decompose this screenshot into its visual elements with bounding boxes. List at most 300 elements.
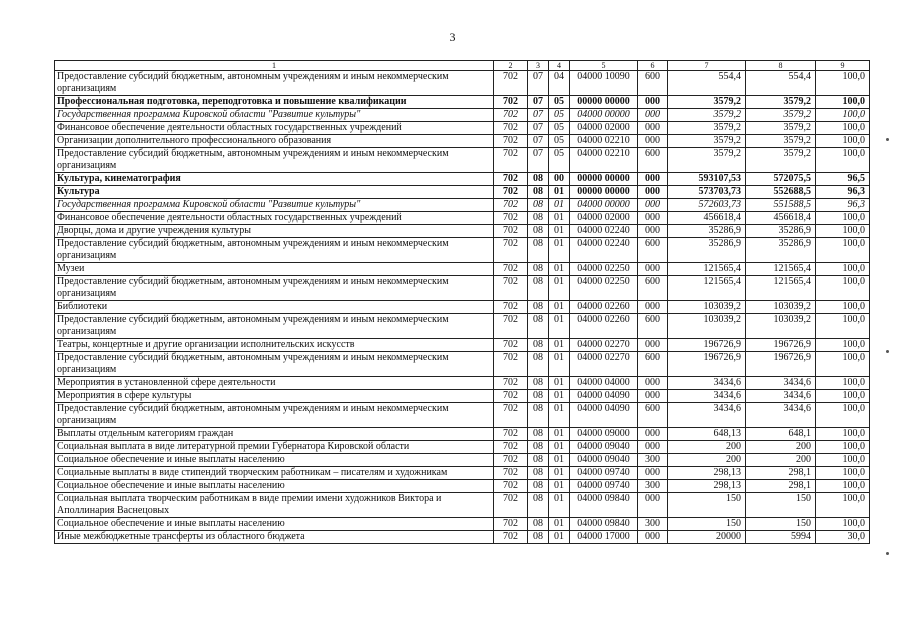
expense-type-cell: 000 xyxy=(638,212,668,225)
row-name-cell: Предоставление субсидий бюджетным, автономным учреждениям и иным некоммерческим организациям xyxy=(55,314,494,339)
table-row xyxy=(55,428,870,441)
expense-type-cell: 300 xyxy=(638,454,668,467)
executed-amount-cell: 3579,2 xyxy=(746,135,816,148)
expense-type-cell: 000 xyxy=(638,96,668,109)
code-cell: 702 xyxy=(494,403,528,428)
subsection-cell: 05 xyxy=(549,135,570,148)
percent-cell: 100,0 xyxy=(816,301,870,314)
section-cell: 08 xyxy=(528,238,549,263)
row-name-cell: Социальное обеспечение и иные выплаты населению xyxy=(55,480,494,493)
planned-amount-cell: 196726,9 xyxy=(668,352,746,377)
expense-type-cell: 300 xyxy=(638,518,668,531)
planned-amount-cell: 3579,2 xyxy=(668,148,746,173)
percent-cell: 100,0 xyxy=(816,454,870,467)
row-name-cell: Музеи xyxy=(55,263,494,276)
table-row xyxy=(55,531,870,544)
code-cell: 702 xyxy=(494,135,528,148)
expense-type-cell: 000 xyxy=(638,377,668,390)
executed-amount-cell: 200 xyxy=(746,441,816,454)
code-cell: 702 xyxy=(494,493,528,518)
expense-type-cell: 300 xyxy=(638,480,668,493)
planned-amount-cell: 150 xyxy=(668,493,746,518)
planned-amount-cell: 121565,4 xyxy=(668,276,746,301)
percent-cell: 100,0 xyxy=(816,314,870,339)
subsection-cell: 01 xyxy=(549,390,570,403)
section-cell: 08 xyxy=(528,173,549,186)
planned-amount-cell: 593107,53 xyxy=(668,173,746,186)
column-header: 9 xyxy=(816,61,870,71)
row-name-cell: Государственная программа Кировской области "Развитие культуры" xyxy=(55,109,494,122)
code-cell: 702 xyxy=(494,467,528,480)
code-cell: 702 xyxy=(494,173,528,186)
target-article-cell: 04000 02270 xyxy=(570,339,638,352)
planned-amount-cell: 150 xyxy=(668,518,746,531)
table-row xyxy=(55,441,870,454)
percent-cell: 100,0 xyxy=(816,71,870,96)
scan-speck xyxy=(886,552,889,555)
table-row xyxy=(55,71,870,96)
table-row xyxy=(55,173,870,186)
percent-cell: 100,0 xyxy=(816,122,870,135)
executed-amount-cell: 554,4 xyxy=(746,71,816,96)
subsection-cell: 01 xyxy=(549,186,570,199)
row-name-cell: Предоставление субсидий бюджетным, автономным учреждениям и иным некоммерческим организациям xyxy=(55,71,494,96)
percent-cell: 100,0 xyxy=(816,212,870,225)
section-cell: 08 xyxy=(528,352,549,377)
expense-type-cell: 000 xyxy=(638,531,668,544)
expense-type-cell: 000 xyxy=(638,225,668,238)
planned-amount-cell: 103039,2 xyxy=(668,301,746,314)
section-cell: 08 xyxy=(528,531,549,544)
target-article-cell: 04000 02240 xyxy=(570,238,638,263)
code-cell: 702 xyxy=(494,96,528,109)
section-cell: 08 xyxy=(528,199,549,212)
percent-cell: 100,0 xyxy=(816,96,870,109)
percent-cell: 100,0 xyxy=(816,238,870,263)
expense-type-cell: 000 xyxy=(638,135,668,148)
section-cell: 08 xyxy=(528,212,549,225)
row-name-cell: Иные межбюджетные трансферты из областного бюджета xyxy=(55,531,494,544)
section-cell: 08 xyxy=(528,467,549,480)
row-name-cell: Организации дополнительного профессионального образования xyxy=(55,135,494,148)
row-name-cell: Выплаты отдельным категориям граждан xyxy=(55,428,494,441)
code-cell: 702 xyxy=(494,352,528,377)
table-row xyxy=(55,480,870,493)
planned-amount-cell: 200 xyxy=(668,454,746,467)
section-cell: 08 xyxy=(528,263,549,276)
executed-amount-cell: 648,1 xyxy=(746,428,816,441)
executed-amount-cell: 298,1 xyxy=(746,467,816,480)
expense-type-cell: 000 xyxy=(638,301,668,314)
planned-amount-cell: 572603,73 xyxy=(668,199,746,212)
expense-type-cell: 000 xyxy=(638,390,668,403)
scan-speck xyxy=(886,138,889,141)
subsection-cell: 01 xyxy=(549,428,570,441)
table-row xyxy=(55,301,870,314)
table-row xyxy=(55,148,870,173)
subsection-cell: 01 xyxy=(549,314,570,339)
code-cell: 702 xyxy=(494,518,528,531)
target-article-cell: 04000 00000 xyxy=(570,199,638,212)
column-header: 2 xyxy=(494,61,528,71)
section-cell: 07 xyxy=(528,96,549,109)
code-cell: 702 xyxy=(494,531,528,544)
table-row xyxy=(55,339,870,352)
section-cell: 07 xyxy=(528,122,549,135)
expense-type-cell: 600 xyxy=(638,238,668,263)
executed-amount-cell: 150 xyxy=(746,518,816,531)
row-name-cell: Социальное обеспечение и иные выплаты населению xyxy=(55,518,494,531)
target-article-cell: 04000 09000 xyxy=(570,428,638,441)
percent-cell: 100,0 xyxy=(816,276,870,301)
row-name-cell: Государственная программа Кировской области "Развитие культуры" xyxy=(55,199,494,212)
target-article-cell: 04000 02270 xyxy=(570,352,638,377)
expense-type-cell: 000 xyxy=(638,186,668,199)
subsection-cell: 04 xyxy=(549,71,570,96)
code-cell: 702 xyxy=(494,109,528,122)
subsection-cell: 01 xyxy=(549,352,570,377)
row-name-cell: Социальная выплата творческим работникам в виде премии имени художников Виктора и Аполлинария Васнецовых xyxy=(55,493,494,518)
executed-amount-cell: 103039,2 xyxy=(746,314,816,339)
subsection-cell: 01 xyxy=(549,276,570,301)
code-cell: 702 xyxy=(494,238,528,263)
table-row xyxy=(55,377,870,390)
planned-amount-cell: 103039,2 xyxy=(668,314,746,339)
subsection-cell: 01 xyxy=(549,493,570,518)
table-row xyxy=(55,263,870,276)
table-row xyxy=(55,467,870,480)
planned-amount-cell: 3434,6 xyxy=(668,390,746,403)
section-cell: 08 xyxy=(528,186,549,199)
target-article-cell: 04000 04090 xyxy=(570,390,638,403)
row-name-cell: Мероприятия в установленной сфере деятельности xyxy=(55,377,494,390)
table-row xyxy=(55,352,870,377)
executed-amount-cell: 3579,2 xyxy=(746,148,816,173)
target-article-cell: 00000 00000 xyxy=(570,96,638,109)
row-name-cell: Финансовое обеспечение деятельности областных государственных учреждений xyxy=(55,122,494,135)
executed-amount-cell: 35286,9 xyxy=(746,225,816,238)
table-row xyxy=(55,518,870,531)
section-cell: 07 xyxy=(528,148,549,173)
planned-amount-cell: 35286,9 xyxy=(668,238,746,263)
table-row xyxy=(55,314,870,339)
table-row xyxy=(55,225,870,238)
table-row xyxy=(55,122,870,135)
column-header: 6 xyxy=(638,61,668,71)
column-header: 7 xyxy=(668,61,746,71)
row-name-cell: Предоставление субсидий бюджетным, автономным учреждениям и иным некоммерческим организациям xyxy=(55,148,494,173)
row-name-cell: Культура xyxy=(55,186,494,199)
percent-cell: 100,0 xyxy=(816,480,870,493)
code-cell: 702 xyxy=(494,314,528,339)
percent-cell: 100,0 xyxy=(816,441,870,454)
target-article-cell: 04000 09740 xyxy=(570,467,638,480)
subsection-cell: 01 xyxy=(549,467,570,480)
expense-type-cell: 000 xyxy=(638,467,668,480)
table-row xyxy=(55,403,870,428)
executed-amount-cell: 103039,2 xyxy=(746,301,816,314)
expense-type-cell: 600 xyxy=(638,352,668,377)
target-article-cell: 04000 02210 xyxy=(570,148,638,173)
executed-amount-cell: 3579,2 xyxy=(746,122,816,135)
section-cell: 07 xyxy=(528,109,549,122)
code-cell: 702 xyxy=(494,199,528,212)
subsection-cell: 01 xyxy=(549,403,570,428)
planned-amount-cell: 3579,2 xyxy=(668,109,746,122)
code-cell: 702 xyxy=(494,428,528,441)
column-header: 8 xyxy=(746,61,816,71)
executed-amount-cell: 200 xyxy=(746,454,816,467)
percent-cell: 100,0 xyxy=(816,352,870,377)
section-cell: 08 xyxy=(528,518,549,531)
column-header: 4 xyxy=(549,61,570,71)
table-row xyxy=(55,276,870,301)
planned-amount-cell: 200 xyxy=(668,441,746,454)
code-cell: 702 xyxy=(494,122,528,135)
target-article-cell: 04000 17000 xyxy=(570,531,638,544)
planned-amount-cell: 456618,4 xyxy=(668,212,746,225)
target-article-cell: 04000 02250 xyxy=(570,263,638,276)
planned-amount-cell: 20000 xyxy=(668,531,746,544)
subsection-cell: 01 xyxy=(549,480,570,493)
section-cell: 07 xyxy=(528,71,549,96)
executed-amount-cell: 5994 xyxy=(746,531,816,544)
subsection-cell: 00 xyxy=(549,173,570,186)
subsection-cell: 01 xyxy=(549,263,570,276)
target-article-cell: 04000 02000 xyxy=(570,212,638,225)
target-article-cell: 04000 04000 xyxy=(570,377,638,390)
subsection-cell: 01 xyxy=(549,531,570,544)
row-name-cell: Мероприятия в сфере культуры xyxy=(55,390,494,403)
expense-type-cell: 600 xyxy=(638,71,668,96)
percent-cell: 100,0 xyxy=(816,109,870,122)
target-article-cell: 00000 00000 xyxy=(570,173,638,186)
subsection-cell: 01 xyxy=(549,339,570,352)
executed-amount-cell: 121565,4 xyxy=(746,276,816,301)
page-number: 3 xyxy=(449,30,456,44)
code-cell: 702 xyxy=(494,263,528,276)
column-header: 1 xyxy=(55,61,494,71)
planned-amount-cell: 3434,6 xyxy=(668,377,746,390)
column-header: 5 xyxy=(570,61,638,71)
section-cell: 08 xyxy=(528,428,549,441)
target-article-cell: 04000 09740 xyxy=(570,480,638,493)
planned-amount-cell: 3579,2 xyxy=(668,122,746,135)
executed-amount-cell: 3579,2 xyxy=(746,109,816,122)
percent-cell: 100,0 xyxy=(816,377,870,390)
executed-amount-cell: 298,1 xyxy=(746,480,816,493)
code-cell: 702 xyxy=(494,441,528,454)
table-row xyxy=(55,212,870,225)
budget-table xyxy=(54,60,870,544)
target-article-cell: 04000 02240 xyxy=(570,225,638,238)
row-name-cell: Социальные выплаты в виде стипендий творческим работникам – писателям и художникам xyxy=(55,467,494,480)
code-cell: 702 xyxy=(494,480,528,493)
code-cell: 702 xyxy=(494,390,528,403)
code-cell: 702 xyxy=(494,212,528,225)
table-row xyxy=(55,109,870,122)
percent-cell: 100,0 xyxy=(816,148,870,173)
expense-type-cell: 000 xyxy=(638,339,668,352)
subsection-cell: 05 xyxy=(549,109,570,122)
row-name-cell: Предоставление субсидий бюджетным, автономным учреждениям и иным некоммерческим организациям xyxy=(55,276,494,301)
planned-amount-cell: 3434,6 xyxy=(668,403,746,428)
subsection-cell: 01 xyxy=(549,199,570,212)
expense-type-cell: 000 xyxy=(638,109,668,122)
percent-cell: 96,3 xyxy=(816,186,870,199)
planned-amount-cell: 196726,9 xyxy=(668,339,746,352)
executed-amount-cell: 3434,6 xyxy=(746,403,816,428)
executed-amount-cell: 572075,5 xyxy=(746,173,816,186)
row-name-cell: Социальная выплата в виде литературной премии Губернатора Кировской области xyxy=(55,441,494,454)
target-article-cell: 04000 09840 xyxy=(570,518,638,531)
target-article-cell: 04000 02250 xyxy=(570,276,638,301)
percent-cell: 100,0 xyxy=(816,135,870,148)
expense-type-cell: 000 xyxy=(638,441,668,454)
code-cell: 702 xyxy=(494,276,528,301)
percent-cell: 96,5 xyxy=(816,173,870,186)
expense-type-cell: 600 xyxy=(638,314,668,339)
target-article-cell: 04000 02260 xyxy=(570,314,638,339)
row-name-cell: Предоставление субсидий бюджетным, автономным учреждениям и иным некоммерческим организациям xyxy=(55,403,494,428)
subsection-cell: 01 xyxy=(549,377,570,390)
table-row xyxy=(55,135,870,148)
code-cell: 702 xyxy=(494,225,528,238)
percent-cell: 100,0 xyxy=(816,403,870,428)
code-cell: 702 xyxy=(494,339,528,352)
expense-type-cell: 000 xyxy=(638,199,668,212)
planned-amount-cell: 121565,4 xyxy=(668,263,746,276)
table-row xyxy=(55,96,870,109)
table-row xyxy=(55,238,870,263)
scan-speck xyxy=(886,350,889,353)
section-cell: 08 xyxy=(528,314,549,339)
subsection-cell: 05 xyxy=(549,122,570,135)
executed-amount-cell: 196726,9 xyxy=(746,352,816,377)
section-cell: 08 xyxy=(528,480,549,493)
column-header: 3 xyxy=(528,61,549,71)
executed-amount-cell: 35286,9 xyxy=(746,238,816,263)
target-article-cell: 04000 09040 xyxy=(570,454,638,467)
section-cell: 08 xyxy=(528,454,549,467)
percent-cell: 100,0 xyxy=(816,263,870,276)
executed-amount-cell: 456618,4 xyxy=(746,212,816,225)
target-article-cell: 04000 09840 xyxy=(570,493,638,518)
section-cell: 08 xyxy=(528,390,549,403)
code-cell: 702 xyxy=(494,377,528,390)
table-row xyxy=(55,493,870,518)
percent-cell: 96,3 xyxy=(816,199,870,212)
row-name-cell: Библиотеки xyxy=(55,301,494,314)
code-cell: 702 xyxy=(494,71,528,96)
table-row xyxy=(55,186,870,199)
section-cell: 07 xyxy=(528,135,549,148)
section-cell: 08 xyxy=(528,339,549,352)
planned-amount-cell: 3579,2 xyxy=(668,135,746,148)
section-cell: 08 xyxy=(528,441,549,454)
planned-amount-cell: 298,13 xyxy=(668,467,746,480)
planned-amount-cell: 298,13 xyxy=(668,480,746,493)
row-name-cell: Предоставление субсидий бюджетным, автономным учреждениям и иным некоммерческим организациям xyxy=(55,238,494,263)
row-name-cell: Финансовое обеспечение деятельности областных государственных учреждений xyxy=(55,212,494,225)
code-cell: 702 xyxy=(494,148,528,173)
subsection-cell: 01 xyxy=(549,225,570,238)
executed-amount-cell: 121565,4 xyxy=(746,263,816,276)
section-cell: 08 xyxy=(528,403,549,428)
row-name-cell: Театры, концертные и другие организации исполнительских искусств xyxy=(55,339,494,352)
row-name-cell: Дворцы, дома и другие учреждения культуры xyxy=(55,225,494,238)
expense-type-cell: 000 xyxy=(638,122,668,135)
section-cell: 08 xyxy=(528,301,549,314)
subsection-cell: 05 xyxy=(549,96,570,109)
expense-type-cell: 600 xyxy=(638,276,668,301)
planned-amount-cell: 35286,9 xyxy=(668,225,746,238)
table-row xyxy=(55,390,870,403)
target-article-cell: 04000 02260 xyxy=(570,301,638,314)
subsection-cell: 05 xyxy=(549,148,570,173)
target-article-cell: 04000 04090 xyxy=(570,403,638,428)
subsection-cell: 01 xyxy=(549,454,570,467)
row-name-cell: Социальное обеспечение и иные выплаты населению xyxy=(55,454,494,467)
target-article-cell: 04000 02210 xyxy=(570,135,638,148)
section-cell: 08 xyxy=(528,377,549,390)
table-row xyxy=(55,454,870,467)
subsection-cell: 01 xyxy=(549,212,570,225)
percent-cell: 30,0 xyxy=(816,531,870,544)
row-name-cell: Культура, кинематография xyxy=(55,173,494,186)
expense-type-cell: 600 xyxy=(638,403,668,428)
row-name-cell: Предоставление субсидий бюджетным, автономным учреждениям и иным некоммерческим организациям xyxy=(55,352,494,377)
target-article-cell: 04000 09040 xyxy=(570,441,638,454)
target-article-cell: 00000 00000 xyxy=(570,186,638,199)
expense-type-cell: 000 xyxy=(638,428,668,441)
section-cell: 08 xyxy=(528,276,549,301)
executed-amount-cell: 3434,6 xyxy=(746,390,816,403)
percent-cell: 100,0 xyxy=(816,339,870,352)
planned-amount-cell: 3579,2 xyxy=(668,96,746,109)
executed-amount-cell: 552688,5 xyxy=(746,186,816,199)
target-article-cell: 04000 00000 xyxy=(570,109,638,122)
expense-type-cell: 000 xyxy=(638,493,668,518)
subsection-cell: 01 xyxy=(549,301,570,314)
code-cell: 702 xyxy=(494,186,528,199)
section-cell: 08 xyxy=(528,225,549,238)
executed-amount-cell: 150 xyxy=(746,493,816,518)
percent-cell: 100,0 xyxy=(816,225,870,238)
subsection-cell: 01 xyxy=(549,518,570,531)
row-name-cell: Профессиональная подготовка, переподготовка и повышение квалификации xyxy=(55,96,494,109)
executed-amount-cell: 196726,9 xyxy=(746,339,816,352)
planned-amount-cell: 573703,73 xyxy=(668,186,746,199)
percent-cell: 100,0 xyxy=(816,518,870,531)
target-article-cell: 04000 10090 xyxy=(570,71,638,96)
code-cell: 702 xyxy=(494,454,528,467)
percent-cell: 100,0 xyxy=(816,467,870,480)
planned-amount-cell: 554,4 xyxy=(668,71,746,96)
executed-amount-cell: 3579,2 xyxy=(746,96,816,109)
expense-type-cell: 000 xyxy=(638,263,668,276)
subsection-cell: 01 xyxy=(549,441,570,454)
target-article-cell: 04000 02000 xyxy=(570,122,638,135)
expense-type-cell: 000 xyxy=(638,173,668,186)
expense-type-cell: 600 xyxy=(638,148,668,173)
executed-amount-cell: 3434,6 xyxy=(746,377,816,390)
subsection-cell: 01 xyxy=(549,238,570,263)
percent-cell: 100,0 xyxy=(816,390,870,403)
table-row xyxy=(55,199,870,212)
planned-amount-cell: 648,13 xyxy=(668,428,746,441)
column-number-row xyxy=(55,61,870,71)
